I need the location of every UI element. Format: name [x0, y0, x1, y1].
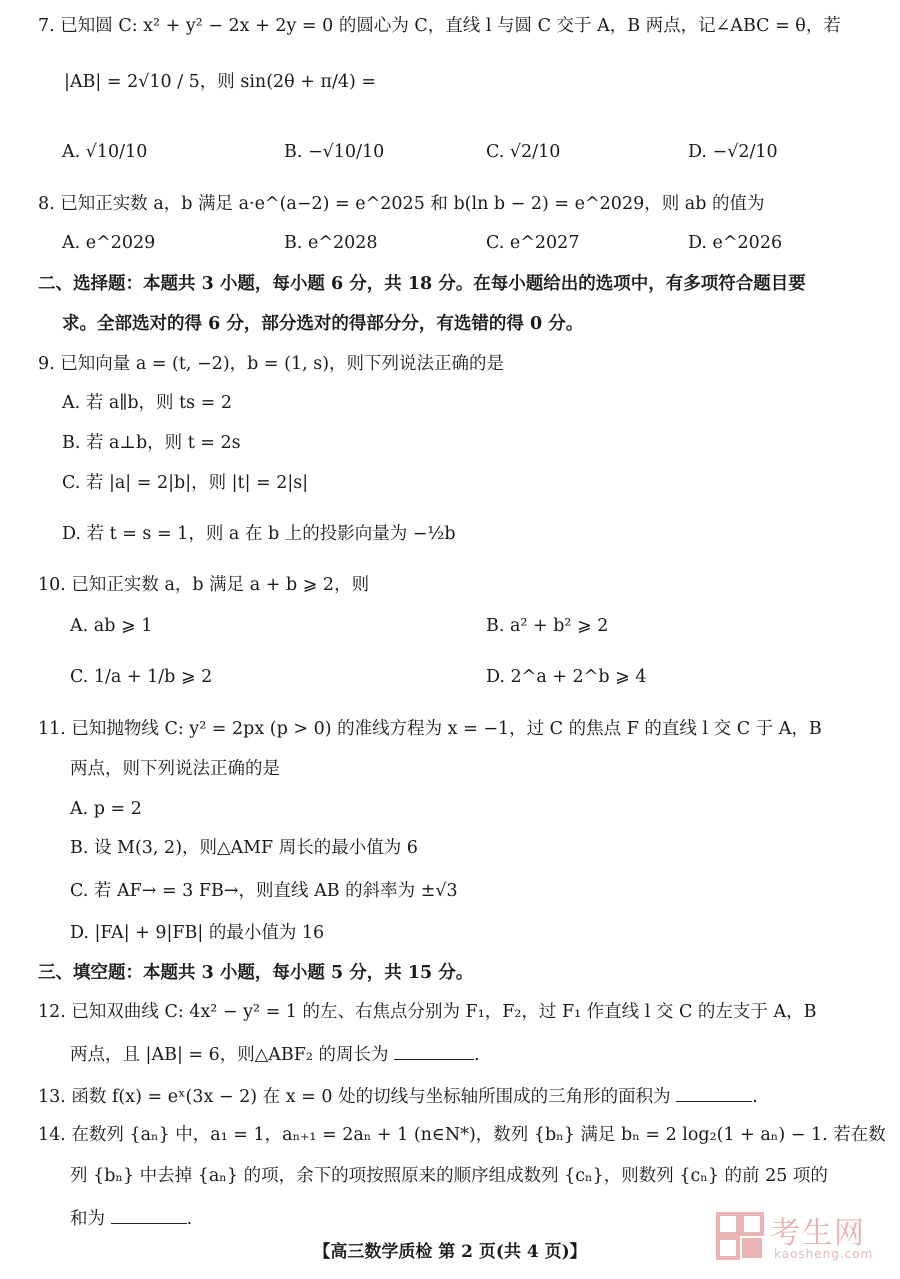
section-2-heading: 二、选择题：本题共 3 小题，每小题 6 分，共 18 分。在每小题给出的选项中，有多项符合题目要 — [38, 274, 806, 294]
question-7-stem: 7. 已知圆 C: x² + y² − 2x + 2y = 0 的圆心为 C，直线 l 与圆 C 交于 A，B 两点，记∠ABC = θ，若 — [38, 16, 841, 36]
question-13-text: 13. 函数 f(x) = eˣ(3x − 2) 在 x = 0 处的切线与坐标轴所围成的三角形的面积为 — [38, 1087, 671, 1107]
question-7-option-a: A. √10/10 — [62, 142, 148, 162]
question-14-stem-end — [70, 1205, 192, 1231]
question-11-stem: 11. 已知抛物线 C: y² = 2px (p > 0) 的准线方程为 x = −1，过 C 的焦点 F 的直线 l 交 C 于 A，B — [38, 719, 822, 739]
question-8-stem: 8. 已知正实数 a，b 满足 a·e^(a−2) = e^2025 和 b(ln b − 2) = e^2029，则 ab 的值为 — [38, 194, 765, 214]
question-9-option-d: D. 若 t = s = 1，则 a 在 b 上的投影向量为 −½b — [62, 524, 456, 544]
section-3-heading: 三、填空题：本题共 3 小题，每小题 5 分，共 15 分。 — [38, 963, 474, 983]
question-8-option-c: C. e^2027 — [486, 233, 580, 253]
question-7-option-d: D. −√2/10 — [688, 142, 778, 162]
question-11-stem-cont: 两点，则下列说法正确的是 — [70, 759, 280, 779]
question-12-stem: 12. 已知双曲线 C: 4x² − y² = 1 的左、右焦点分别为 F₁，F₂，过 F₁ 作直线 l 交 C 的左支于 A，B — [38, 1002, 817, 1022]
question-11-option-c: C. 若 AF→ = 3 FB→，则直线 AB 的斜率为 ±√3 — [70, 881, 458, 901]
answer-blank-14[interactable] — [111, 1205, 187, 1224]
kaosheng-logo-icon — [716, 1210, 764, 1260]
question-10-option-c: C. 1/a + 1/b ⩾ 2 — [70, 667, 213, 687]
question-12-stem-cont — [70, 1041, 480, 1067]
period: . — [752, 1087, 758, 1107]
period: . — [474, 1045, 480, 1065]
question-9-stem: 9. 已知向量 a = (t, −2)，b = (1, s)，则下列说法正确的是 — [38, 354, 505, 374]
question-14-stem-cont: 列 {bₙ} 中去掉 {aₙ} 的项，余下的项按照原来的顺序组成数列 {cₙ}，则数列 {cₙ} 的前 25 项的 — [70, 1166, 828, 1186]
question-9-option-c: C. 若 |a| = 2|b|，则 |t| = 2|s| — [62, 473, 309, 493]
question-9-option-a: A. 若 a∥b，则 ts = 2 — [62, 393, 233, 413]
question-11-option-a: A. p = 2 — [70, 799, 142, 819]
watermark-url: kaosheng.com — [774, 1247, 874, 1261]
question-8-option-a: A. e^2029 — [62, 233, 156, 253]
page-footer: 【高三数学质检 第 2 页(共 4 页)】 — [313, 1242, 587, 1262]
question-7-option-c: C. √2/10 — [486, 142, 561, 162]
question-14-text: 和为 — [70, 1209, 105, 1229]
question-14-stem: 14. 在数列 {aₙ} 中，a₁ = 1，aₙ₊₁ = 2aₙ + 1 (n∈N*)，数列 {bₙ} 满足 bₙ = 2 log₂(1 + aₙ) − 1. 若在数 — [38, 1125, 886, 1145]
question-12-text: 两点，且 |AB| = 6，则△ABF₂ 的周长为 — [70, 1045, 389, 1065]
question-8-option-d: D. e^2026 — [688, 233, 783, 253]
answer-blank-12[interactable] — [394, 1041, 474, 1060]
question-8-option-b: B. e^2028 — [284, 233, 378, 253]
question-11-option-b: B. 设 M(3, 2)，则△AMF 周长的最小值为 6 — [70, 838, 418, 858]
question-10-option-b: B. a² + b² ⩾ 2 — [486, 616, 609, 636]
question-10-option-d: D. 2^a + 2^b ⩾ 4 — [486, 667, 647, 687]
question-11-option-d: D. |FA| + 9|FB| 的最小值为 16 — [70, 923, 325, 943]
watermark-text: 考生网 — [770, 1216, 866, 1251]
question-10-option-a: A. ab ⩾ 1 — [70, 616, 153, 636]
question-10-stem: 10. 已知正实数 a，b 满足 a + b ⩾ 2，则 — [38, 575, 370, 595]
question-13-stem — [38, 1083, 758, 1109]
answer-blank-13[interactable] — [676, 1083, 752, 1102]
section-2-instructions: 求。全部选对的得 6 分，部分选对的得部分分，有选错的得 0 分。 — [62, 314, 584, 334]
period: . — [186, 1209, 193, 1229]
question-7-option-b: B. −√10/10 — [284, 142, 385, 162]
question-9-option-b: B. 若 a⊥b，则 t = 2s — [62, 433, 241, 453]
question-7-condition: |AB| = 2√10 / 5，则 sin(2θ + π/4) = — [64, 72, 377, 92]
